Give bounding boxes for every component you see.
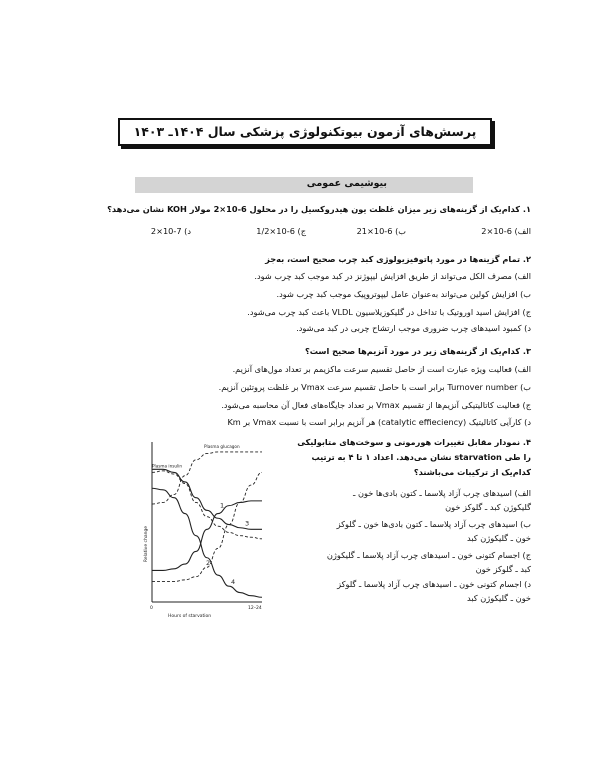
x-axis-label: Hours of starvation	[168, 614, 212, 619]
question-4-stem-line-2: را طی starvation نشان می‌دهد. اعداد ۱ تا ۴ به ترتیب	[311, 452, 531, 462]
question-4-option-c-line-1: ج) اجسام کتونی خون ـ اسیدهای چرب آزاد پلاسما ـ گلیکوژن	[326, 550, 531, 560]
question-4-option-d-line-1: د) اجسام کتونی خون ـ اسیدهای چرب آزاد پلاسما ـ گلوکز	[337, 579, 531, 589]
series-label: 1	[220, 501, 225, 510]
question-4-stem-line-1: ۴. نمودار مقابل تغییرات هورمونی و سوخت‌های متابولیکی	[297, 437, 531, 447]
x-tick-label: 12–24	[248, 606, 262, 611]
question-2-option-d: د) کمبود اسیدهای چرب ضروری موجب ارتشاح چربی در کبد می‌شود.	[296, 323, 531, 333]
question-1-option-a: الف) 6-10×2	[481, 226, 531, 236]
question-1-option-c: ج) 6-10×1/2	[256, 226, 306, 236]
page-title: پرسش‌های آزمون بیوتکنولوژی پزشکی سال ۱۴۰۴ـ ۱۴۰۳	[133, 124, 477, 139]
question-4-option-d-line-2: خون ـ گلیکوژن کبد	[467, 593, 531, 603]
question-3-option-d: د) کارآیی کاتالیتیک (catalytic effieciency) هر آنزیم برابر است با نسبت Vmax بر Km	[227, 417, 531, 427]
series-line-5	[152, 488, 262, 597]
page-title-box	[118, 118, 492, 146]
question-4-stem-line-3: کدام‌یک از ترکیبات می‌باشند؟	[413, 467, 531, 477]
series-label: Plasma insulin	[152, 463, 183, 469]
question-4-option-a-line-2: گلیکوژن کبد ـ گلوکز خون	[445, 502, 531, 512]
series-line-0	[152, 452, 262, 504]
series-label: Plasma glucagon	[204, 443, 240, 449]
x-tick-label: 0	[150, 606, 153, 611]
question-2-option-a: الف) مصرف الکل می‌تواند از طریق افزایش لیپوژنز در کبد موجب کبد چرب شود.	[254, 271, 531, 281]
question-4-option-b-line-1: ب) اسیدهای چرب آزاد پلاسما ـ کتون بادی‌ها خون ـ گلوکز	[336, 519, 531, 529]
question-1-option-b: ب) 6-10×21	[356, 226, 406, 236]
section-title: بیوشیمی عمومی	[306, 178, 387, 189]
starvation-chart	[140, 434, 265, 624]
question-4-option-b-line-2: خون ـ گلیکوژن کبد	[467, 533, 531, 543]
section-header	[135, 177, 473, 193]
question-3-option-c: ج) فعالیت کاتالیتیکی آنزیم‌ها از تقسیم Vmax بر تعداد جایگاه‌های فعال آن محاسبه می‌شود.	[221, 400, 531, 410]
question-3-stem: ۳. کدام‌یک از گزینه‌های زیر در مورد آنزیم‌ها صحیح است؟	[305, 346, 531, 356]
question-2-option-c: ج) افزایش اسید اوروتیک با تداخل در گلیکوزیلاسیون VLDL باعث کبد چرب می‌شود.	[247, 307, 531, 317]
question-1-option-d: د) 7-10×2	[150, 226, 191, 236]
question-3-option-a: الف) فعالیت ویژه عبارت است از حاصل تقسیم سرعت ماکزیمم بر تعداد مول‌های آنزیم.	[232, 364, 531, 374]
question-2-stem: ۲. تمام گزینه‌ها در مورد پاتوفیزیولوژی کبد چرب صحیح است، به‌جز	[265, 254, 531, 264]
series-label: 4	[231, 578, 236, 587]
y-axis-label: Relative change	[144, 525, 149, 563]
series-label: 3	[245, 519, 250, 528]
series-label: 2	[206, 559, 211, 568]
question-3-option-b: ب) Turnover number برابر است با حاصل تقسیم سرعت Vmax بر غلظت پروتئین آنزیم.	[218, 382, 531, 392]
question-2-option-b: ب) افزایش کولین می‌تواند به‌عنوان عامل لیپوتروپیک موجب کبد چرب شود.	[276, 289, 531, 299]
question-4-option-c-line-2: کبد ـ گلوکز خون	[475, 564, 531, 574]
question-4-option-a-line-1: الف) اسیدهای چرب آزاد پلاسما ـ کتون بادی‌ها خون ـ	[352, 488, 531, 498]
question-1-stem: ۱. کدام‌یک از گزینه‌های زیر میزان غلظت یون هیدروکسیل را در محلول 6-10×2 مولار KOH نشان می‌دهد؟	[107, 204, 531, 214]
